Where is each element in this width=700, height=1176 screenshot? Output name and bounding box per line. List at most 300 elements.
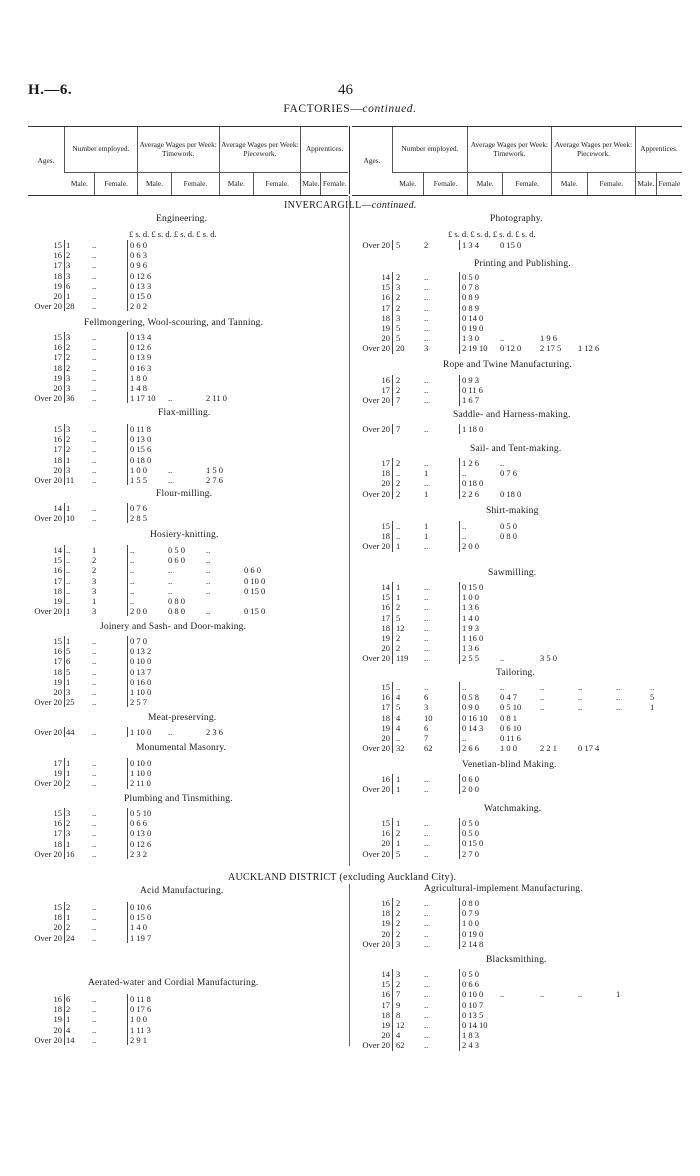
table-row	[0, 969, 700, 979]
value-cell: 0 16 3	[130, 362, 152, 373]
value-cell: ..	[396, 733, 401, 743]
age-cell: 16	[53, 250, 62, 261]
number-employed-header: Number employed.	[393, 127, 468, 173]
female-header: Female.	[587, 173, 636, 196]
age-cell: 18	[53, 1004, 62, 1015]
age-cell: 17	[381, 702, 390, 713]
male-header: Male.	[65, 173, 95, 196]
value-cell: 3	[396, 969, 401, 979]
value-cell: 3	[92, 585, 97, 596]
value-cell: ..	[168, 393, 173, 404]
value-cell: ..	[578, 682, 583, 692]
value-cell: 1	[424, 531, 429, 542]
value-cell: ..	[616, 702, 621, 713]
table-row	[0, 633, 700, 643]
age-cell: 20	[381, 733, 390, 743]
value-cell: ..	[424, 938, 429, 949]
value-cell: ..	[66, 555, 71, 566]
table-row	[0, 929, 700, 939]
value-cell: 5	[650, 692, 655, 703]
value-cell: 62	[396, 1040, 405, 1051]
value-cell: ..	[92, 902, 97, 912]
female-header: Female.	[503, 173, 552, 196]
value-cell: 20	[396, 343, 405, 354]
value-cell: 6	[66, 994, 71, 1004]
value-cell: 7	[396, 989, 401, 1000]
age-cell: 20	[53, 687, 62, 697]
age-cell: 18	[53, 666, 62, 677]
age-cell: 19	[53, 372, 62, 383]
value-cell: ..	[540, 702, 545, 713]
trade-title: Printing and Publishing.	[474, 259, 571, 269]
value-cell: 8	[396, 1009, 401, 1020]
value-cell: ..	[424, 898, 429, 908]
female-header: Female.	[254, 173, 301, 196]
value-cell: 0 7 6	[130, 503, 147, 513]
value-cell: 0 8 0	[462, 898, 479, 908]
value-cell: 28	[66, 301, 75, 312]
age-cell: Over 20	[34, 778, 62, 789]
value-cell: 4	[396, 722, 401, 733]
value-cell: ..	[66, 575, 71, 586]
age-cell: Over 20	[34, 1034, 62, 1045]
value-cell: 1	[424, 521, 429, 531]
value-cell: 0 15 0	[244, 585, 266, 596]
value-cell: 1 10 0	[130, 687, 152, 697]
piecework-header: Average Wages per Week: Piecework.	[551, 127, 635, 173]
value-cell: 0 5 0	[462, 828, 479, 839]
value-cell: 2 7 0	[462, 848, 479, 859]
value-cell: 5	[66, 646, 71, 657]
value-cell: ..	[92, 848, 97, 859]
value-cell: ..	[92, 1034, 97, 1045]
age-cell: Over 20	[34, 606, 62, 617]
value-cell: 1	[424, 468, 429, 479]
age-cell: 15	[53, 808, 62, 818]
value-cell: ..	[92, 828, 97, 839]
value-cell: 0 8 1	[500, 712, 517, 723]
age-cell: 14	[381, 582, 390, 592]
value-cell: 2 7 6	[206, 475, 223, 485]
value-cell: 2	[396, 908, 401, 919]
value-cell: 0 12 6	[130, 270, 152, 281]
age-cell: 19	[381, 722, 390, 733]
value-cell: ..	[462, 733, 467, 743]
trade-title: Plumbing and Tinsmithing.	[124, 794, 233, 804]
value-cell: 0 15 6	[130, 444, 152, 455]
value-cell: 2	[396, 633, 401, 643]
value-cell: 2 0 0	[462, 541, 479, 552]
value-cell: 6	[66, 656, 71, 667]
trade-title: Venetian-blind Making.	[462, 760, 557, 770]
value-cell: ..	[424, 582, 429, 592]
value-cell: 1 10 0	[130, 727, 152, 737]
value-cell: ..	[206, 565, 211, 576]
value-cell: ..	[92, 291, 97, 301]
trade-title: Agricultural-implement Manufacturing.	[424, 884, 583, 894]
age-cell: 19	[53, 676, 62, 687]
value-cell: 1	[396, 774, 401, 784]
value-cell: 0 10 0	[462, 989, 484, 1000]
value-cell: 2 14 8	[462, 938, 484, 949]
age-cell: Over 20	[34, 932, 62, 943]
value-cell: 0 4 7	[500, 692, 517, 703]
age-cell: 20	[53, 1024, 62, 1035]
value-cell: 1 4 0	[462, 612, 479, 623]
column-rule	[392, 774, 393, 794]
value-cell: ..	[424, 999, 429, 1010]
table-row	[0, 733, 700, 743]
table-row	[0, 828, 700, 838]
value-cell: 2 3 6	[206, 727, 223, 737]
value-cell: 0 12 0	[500, 343, 522, 354]
value-cell: 5	[66, 666, 71, 677]
age-cell: 18	[53, 454, 62, 465]
value-cell: ..	[92, 687, 97, 697]
age-cell: Over 20	[34, 848, 62, 859]
value-cell: ..	[92, 727, 97, 737]
value-cell: ..	[92, 697, 97, 708]
table-row	[0, 323, 700, 333]
value-cell: 0 15 0	[244, 606, 266, 617]
value-cell: 1	[66, 240, 71, 250]
value-cell: ..	[168, 565, 173, 576]
value-cell: 2	[66, 444, 71, 455]
value-cell: 10	[424, 712, 433, 723]
value-cell: 2	[66, 818, 71, 829]
value-cell: ..	[168, 575, 173, 586]
value-cell: ..	[206, 575, 211, 586]
value-cell: ..	[462, 531, 467, 542]
currency-heading: £ s. d. £ s. d. £ s. d. £ s. d.	[448, 229, 536, 239]
value-cell: 0 13 7	[130, 666, 152, 677]
value-cell: ..	[424, 682, 429, 692]
column-rule	[392, 969, 393, 1051]
value-cell: ..	[92, 475, 97, 485]
table-row	[0, 989, 700, 999]
age-cell: 18	[381, 1009, 390, 1020]
age-cell: 19	[53, 1014, 62, 1025]
value-cell: 0 13 0	[130, 828, 152, 839]
value-cell: ..	[424, 602, 429, 613]
value-cell: 1 3 0	[462, 333, 479, 344]
value-cell: ..	[616, 682, 621, 692]
value-cell: 4	[396, 1030, 401, 1041]
value-cell: ..	[92, 393, 97, 404]
value-cell: 0 13 4	[130, 332, 152, 342]
age-cell: 15	[53, 240, 62, 250]
value-cell: 44	[66, 727, 75, 737]
value-cell: ..	[424, 323, 429, 333]
value-cell: 0 16 0	[130, 676, 152, 687]
value-cell: 1	[396, 838, 401, 849]
value-cell: ..	[92, 383, 97, 393]
female-header: Female.	[424, 173, 468, 196]
value-cell: 2 5 5	[462, 653, 479, 664]
age-cell: 16	[381, 989, 390, 1000]
value-cell: ..	[92, 676, 97, 687]
value-cell: 2	[66, 434, 71, 445]
value-cell: ..	[66, 565, 71, 576]
value-cell: 1	[396, 582, 401, 592]
table-row	[0, 395, 700, 405]
value-cell: 62	[424, 743, 433, 754]
age-cell: Over 20	[34, 513, 62, 524]
value-cell: 1	[66, 503, 71, 513]
trade-title: Joinery and Sash- and Door-making.	[100, 622, 247, 632]
value-cell: 1 11 3	[130, 1024, 151, 1035]
value-cell: ..	[424, 848, 429, 859]
value-cell: 3	[66, 687, 71, 697]
value-cell: 0 12 6	[130, 838, 152, 849]
value-cell: ..	[500, 989, 505, 1000]
column-rule	[459, 521, 460, 552]
value-cell: 2	[92, 565, 97, 576]
age-cell: Over 20	[34, 697, 62, 708]
age-cell: Over 20	[362, 653, 390, 664]
age-cell: 20	[381, 333, 390, 344]
value-cell: ..	[396, 682, 401, 692]
value-cell: 0 8 0	[168, 596, 185, 606]
age-cell: 17	[53, 656, 62, 667]
value-cell: 1	[66, 838, 71, 849]
value-cell: ..	[424, 774, 429, 784]
value-cell: 2	[66, 342, 71, 353]
value-cell: ..	[396, 521, 401, 531]
age-cell: Over 20	[362, 424, 390, 434]
column-rule	[459, 582, 460, 664]
timework-header: Average Wages per Week: Timework.	[137, 127, 219, 173]
value-cell: 0 11 6	[500, 733, 521, 743]
value-cell: 0 13 5	[462, 1009, 484, 1020]
age-cell: Over 20	[34, 475, 62, 485]
value-cell: 3	[424, 702, 429, 713]
value-cell: 1 6 7	[462, 395, 479, 406]
table-row	[0, 918, 700, 928]
ages-header: Ages.	[37, 155, 55, 165]
value-cell: 0 9 0	[462, 702, 479, 713]
age-cell: 18	[381, 468, 390, 479]
trade-title: Meat-preserving.	[148, 713, 217, 723]
value-cell: 0 10 7	[462, 999, 484, 1010]
value-cell: 0 16 10	[462, 712, 488, 723]
value-cell: ..	[92, 280, 97, 291]
age-cell: 20	[53, 922, 62, 933]
value-cell: 2	[66, 778, 71, 789]
value-cell: 1 12 6	[578, 343, 600, 354]
value-cell: 3	[66, 270, 71, 281]
value-cell: 0 18 0	[500, 488, 522, 499]
value-cell: 0 7 9	[462, 908, 479, 919]
value-cell: 0 15 0	[462, 582, 484, 592]
value-cell: 2	[66, 902, 71, 912]
value-cell: 2	[424, 240, 429, 250]
table-row	[0, 565, 700, 575]
value-cell: ..	[168, 475, 173, 485]
value-cell: 0 19 0	[462, 928, 484, 939]
table-row	[0, 444, 700, 454]
table-row	[0, 702, 700, 712]
age-cell: Over 20	[362, 784, 390, 795]
table-row	[0, 643, 700, 653]
value-cell: ..	[424, 478, 429, 489]
value-cell: ..	[92, 332, 97, 342]
number-employed-header: Number employed.	[65, 127, 138, 173]
value-cell: 2 2 6	[462, 488, 479, 499]
age-cell: 16	[53, 342, 62, 353]
value-cell: ..	[92, 838, 97, 849]
title-continued: continued.	[362, 103, 417, 115]
age-cell: 16	[53, 565, 62, 576]
table-row	[0, 1030, 700, 1040]
table-row	[0, 713, 700, 723]
value-cell: 9	[396, 999, 401, 1010]
value-cell: 2	[396, 828, 401, 839]
trade-title: Sawmilling.	[488, 568, 537, 578]
value-cell: 0 7 0	[130, 636, 147, 646]
table-row	[0, 303, 700, 313]
value-cell: 2	[66, 250, 71, 261]
value-cell: ..	[424, 424, 429, 434]
value-cell: 1 9 6	[540, 333, 557, 344]
value-cell: ..	[424, 541, 429, 552]
value-cell: ..	[424, 385, 429, 396]
male-header: Male.	[219, 173, 254, 196]
value-cell: 1	[66, 1014, 71, 1025]
column-rule	[392, 458, 393, 499]
value-cell: ..	[92, 932, 97, 943]
table-row	[0, 613, 700, 623]
value-cell: 119	[396, 653, 409, 664]
value-cell: 2 17 5	[540, 343, 562, 354]
value-cell: ..	[92, 424, 97, 434]
age-cell: Over 20	[362, 743, 390, 754]
value-cell: 0 5 0	[500, 521, 517, 531]
value-cell: 0 18 0	[462, 478, 484, 489]
female-header: Female.	[172, 173, 219, 196]
value-cell: 1 0 0	[500, 743, 517, 754]
ages-header: Ages.	[363, 155, 381, 165]
value-cell: ..	[578, 702, 583, 713]
value-cell: 2	[66, 362, 71, 373]
age-cell: 20	[53, 464, 62, 475]
table-row	[0, 592, 700, 602]
trade-title: Fellmongering, Wool-scouring, and Tanning.	[84, 318, 264, 328]
value-cell: 2 0 0	[462, 784, 479, 795]
value-cell: ..	[616, 692, 621, 703]
value-cell: ..	[92, 922, 97, 933]
table-row	[0, 849, 700, 859]
age-cell: 15	[381, 521, 390, 531]
value-cell: 1 4 0	[130, 922, 147, 933]
male-header: Male.	[467, 173, 503, 196]
value-cell: 1	[66, 606, 71, 617]
value-cell: 0 14 10	[462, 1020, 488, 1030]
value-cell: 1	[66, 676, 71, 687]
value-cell: ..	[92, 994, 97, 1004]
table-row	[0, 743, 700, 753]
trade-title: Monumental Masonry.	[136, 743, 227, 753]
value-cell: 0 13 9	[130, 352, 152, 363]
column-rule	[459, 818, 460, 859]
value-cell: 0 15 0	[130, 291, 152, 301]
age-cell: 20	[53, 383, 62, 393]
value-cell: ..	[424, 818, 429, 828]
value-cell: 6	[66, 280, 71, 291]
value-cell: ..	[92, 636, 97, 646]
age-cell: 14	[53, 503, 62, 513]
table-row	[0, 489, 700, 499]
value-cell: 2	[396, 272, 401, 282]
value-cell: 10	[66, 513, 75, 524]
value-cell: 0 15 0	[500, 240, 522, 250]
value-cell: 1 3 6	[462, 643, 479, 654]
age-cell: 18	[381, 712, 390, 723]
value-cell: ..	[92, 666, 97, 677]
age-cell: 16	[381, 602, 390, 613]
value-cell: 1	[424, 488, 429, 499]
value-cell: ..	[424, 979, 429, 990]
value-cell: 0 7 8	[462, 282, 479, 293]
trade-title: Tailoring.	[496, 668, 536, 678]
value-cell: 2 0 2	[130, 301, 147, 312]
value-cell: 0 6 0	[244, 565, 261, 576]
value-cell: ..	[540, 682, 545, 692]
column-rule	[392, 818, 393, 859]
value-cell: ..	[92, 352, 97, 363]
value-cell: ..	[168, 727, 173, 737]
table-row	[0, 979, 700, 989]
age-cell: 17	[53, 758, 62, 768]
value-cell: ..	[92, 1004, 97, 1015]
male-header: Male.	[393, 173, 424, 196]
center-divider	[349, 884, 350, 1046]
value-cell: 1	[396, 541, 401, 552]
value-cell: 5	[396, 612, 401, 623]
table-row	[0, 541, 700, 551]
table-row	[0, 623, 700, 633]
value-cell: 2	[92, 555, 97, 566]
trade-title: Flour-milling.	[156, 489, 213, 499]
value-cell: ..	[92, 301, 97, 312]
value-cell: 14	[66, 1034, 75, 1045]
value-cell: ..	[206, 545, 211, 555]
age-cell: 19	[381, 1020, 390, 1030]
age-cell: 15	[381, 592, 390, 603]
age-cell: 18	[53, 270, 62, 281]
value-cell: ..	[424, 989, 429, 1000]
age-cell: 19	[381, 633, 390, 643]
page-title	[0, 103, 700, 115]
value-cell: ..	[92, 778, 97, 789]
column-divider	[349, 126, 350, 194]
value-cell: 1	[66, 291, 71, 301]
age-cell: Over 20	[362, 488, 390, 499]
column-rule	[459, 969, 460, 1051]
table-row	[0, 424, 700, 434]
value-cell: ..	[92, 250, 97, 261]
right-column-header	[352, 126, 682, 196]
value-cell: ..	[424, 282, 429, 293]
age-cell: 19	[381, 323, 390, 333]
value-cell: 2 19 10	[462, 343, 488, 354]
value-cell: 3	[424, 343, 429, 354]
table-row	[0, 372, 700, 385]
column-rule	[459, 682, 460, 753]
value-cell: 24	[66, 932, 75, 943]
value-cell: 12	[396, 1020, 405, 1030]
table-row	[0, 313, 700, 323]
